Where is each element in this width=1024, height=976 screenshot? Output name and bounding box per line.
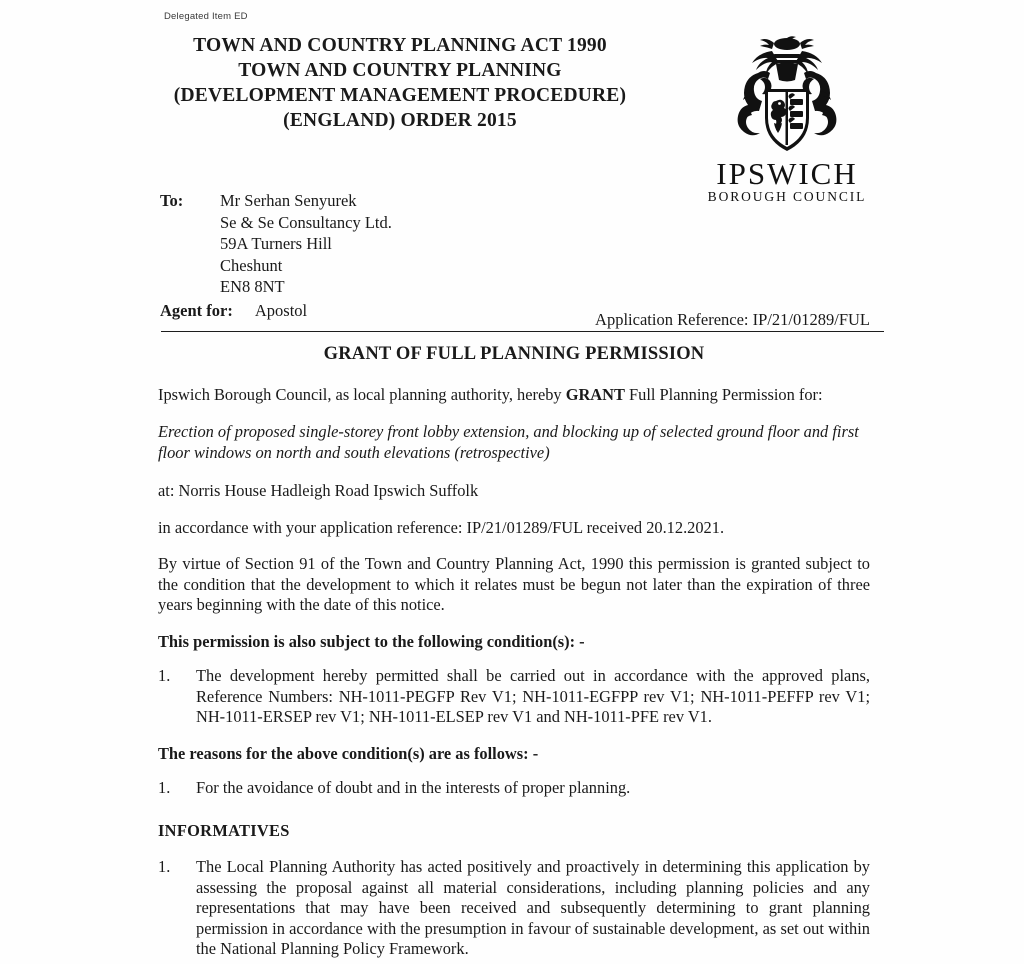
informatives-heading: INFORMATIVES — [158, 820, 290, 840]
addressee-block — [160, 190, 392, 321]
ipswich-borough-council-logo — [697, 35, 877, 204]
section-91-paragraph: By virtue of Section 91 of the Town and Country Planning Act, 1990 this permission is granted subject to the condition that the development to which it relates must be begun not later than the expiration of three years beginning with the date of this notice. — [158, 554, 870, 614]
addressee-name: Mr Serhan Senyurek — [220, 191, 357, 210]
addressee-postcode: EN8 8NT — [220, 277, 285, 296]
coat-of-arms-icon — [714, 35, 860, 157]
addressee-first-line — [160, 190, 392, 212]
condition-item — [158, 666, 870, 728]
delegated-item-header: Delegated Item ED — [164, 11, 248, 22]
addressee-line-3: 59A Turners Hill — [220, 234, 332, 253]
reasons-heading: The reasons for the above condition(s) are as follows: - — [158, 743, 539, 763]
condition-text: The development hereby permitted shall be carried out in accordance with the approved plans, Reference Numbers: NH-1011-PEGFP Rev V1; NH-1011-EGFPP rev V1; NH-1011-PEFFP rev V1; NH-1011-ERSEP rev V1; NH-1011-ELSEP rev V1 and NH-1011-PFE rev V1. — [196, 666, 870, 726]
logo-subtitle: BOROUGH COUNCIL — [707, 189, 867, 204]
act-title-line-4: (ENGLAND) ORDER 2015 — [283, 110, 517, 131]
header-divider — [161, 331, 884, 332]
agent-for-value: Apostol — [254, 300, 308, 320]
act-title-line-3: (DEVELOPMENT MANAGEMENT PROCEDURE) — [173, 85, 627, 106]
site-address: at: Norris House Hadleigh Road Ipswich Suffolk — [158, 481, 479, 500]
reason-item — [158, 778, 870, 799]
informative-item — [158, 857, 870, 960]
intro-paragraph — [158, 385, 870, 406]
act-title-line-2: TOWN AND COUNTRY PLANNING — [238, 60, 562, 81]
informative-number: 1. — [158, 857, 171, 876]
logo-wordmark: IPSWICH — [716, 156, 858, 191]
development-description: Erection of proposed single-storey front lobby extension, and blocking up of selected ground floor and first floor windows on north and south elevations (retrospective) — [158, 422, 859, 462]
reason-text: For the avoidance of doubt and in the interests of proper planning. — [196, 778, 631, 797]
intro-before: Ipswich Borough Council, as local planning authority, hereby — [158, 384, 566, 404]
act-title-block — [120, 33, 680, 133]
document-body — [158, 344, 870, 976]
informative-text: The Local Planning Authority has acted positively and proactively in determining this application by assessing the proposal against all material considerations, including planning policies and any representations that may have been received and subsequently determining to grant planning permission in accordance with the presumption in favour of sustainable development, as set out within the National Planning Policy Framework. — [196, 857, 870, 958]
accordance-paragraph: in accordance with your application reference: IP/21/01289/FUL received 20.12.2021. — [158, 517, 725, 537]
to-label: To: — [160, 191, 184, 210]
conditions-heading: This permission is also subject to the following condition(s): - — [158, 631, 585, 651]
agent-for-label: Agent for: — [160, 300, 233, 320]
addressee-address-lines — [220, 212, 392, 298]
addressee-line-4: Cheshunt — [220, 255, 283, 275]
addressee-line-2: Se & Se Consultancy Ltd. — [220, 212, 392, 232]
grant-heading: GRANT OF FULL PLANNING PERMISSION — [323, 344, 705, 364]
intro-emphasis: GRANT — [565, 384, 625, 404]
intro-after: Full Planning Permission for: — [624, 384, 823, 404]
application-reference: Application Reference: IP/21/01289/FUL — [595, 310, 870, 329]
condition-number: 1. — [158, 666, 171, 685]
reason-number: 1. — [158, 778, 171, 797]
act-title-line-1: TOWN AND COUNTRY PLANNING ACT 1990 — [193, 35, 607, 56]
